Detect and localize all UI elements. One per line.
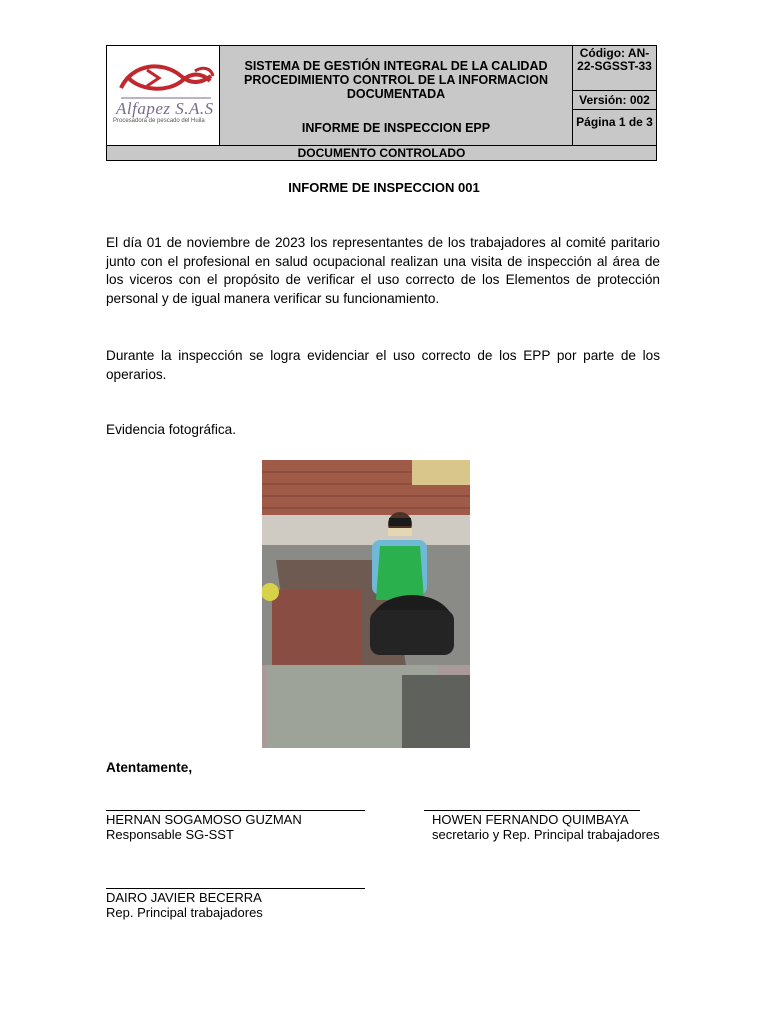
paragraph-findings: Durante la inspección se logra evidenciar el uso correcto de los EPP por parte de los operarios.	[106, 348, 660, 382]
logo-subtitle: Procesadora de pescado del Huila	[113, 118, 205, 124]
page-number: Página 1 de 3	[576, 115, 653, 129]
signatory-role: Rep. Principal trabajadores	[106, 905, 263, 920]
worker-photo-image	[262, 460, 470, 748]
fish-logo-icon	[107, 46, 219, 106]
signatory-role: secretario y Rep. Principal trabajadores	[432, 827, 660, 842]
report-title: INFORME DE INSPECCION EPP	[301, 121, 491, 135]
controlled-document-label: DOCUMENTO CONTROLADO	[107, 146, 656, 160]
signature-block-3	[106, 888, 365, 920]
signature-line	[106, 888, 365, 889]
closing-salutation: Atentamente,	[106, 760, 193, 775]
signature-line	[424, 810, 640, 811]
signature-block-2	[424, 810, 660, 842]
document-title: INFORME DE INSPECCION 001	[288, 180, 480, 195]
document-header	[106, 45, 657, 161]
signatory-name: HERNAN SOGAMOSO GUZMAN	[106, 812, 302, 827]
signatory-role: Responsable SG-SST	[106, 827, 234, 842]
header-meta-cell	[573, 46, 656, 146]
system-title: SISTEMA DE GESTIÓN INTEGRAL DE LA CALIDAD PROCEDIMIENTO CONTROL DE LA INFORMACION DOCUMENTADA	[244, 59, 548, 101]
paragraph-evidence-label: Evidencia fotográfica.	[106, 422, 236, 437]
signature-line	[106, 810, 365, 811]
header-title-cell	[220, 46, 573, 146]
signatory-name: HOWEN FERNANDO QUIMBAYA	[432, 812, 629, 827]
signature-block-1	[106, 810, 365, 842]
logo-wordmark: Alfapez S.A.S	[116, 99, 214, 118]
document-version: Versión: 002	[573, 91, 656, 110]
company-logo	[107, 46, 220, 146]
document-code: Código: AN-22-SGSST-33	[573, 46, 656, 91]
evidence-photo	[262, 460, 470, 748]
signatory-name: DAIRO JAVIER BECERRA	[106, 890, 262, 905]
paragraph-intro: El día 01 de noviembre de 2023 los representantes de los trabajadores al comité paritario junto con el profesional en salud ocupacional realizan una visita de inspección al área de los viceros con el propósito de verificar el uso correcto de los Elementos de protección personal y de igual manera verificar su funcionamiento.	[106, 235, 660, 307]
